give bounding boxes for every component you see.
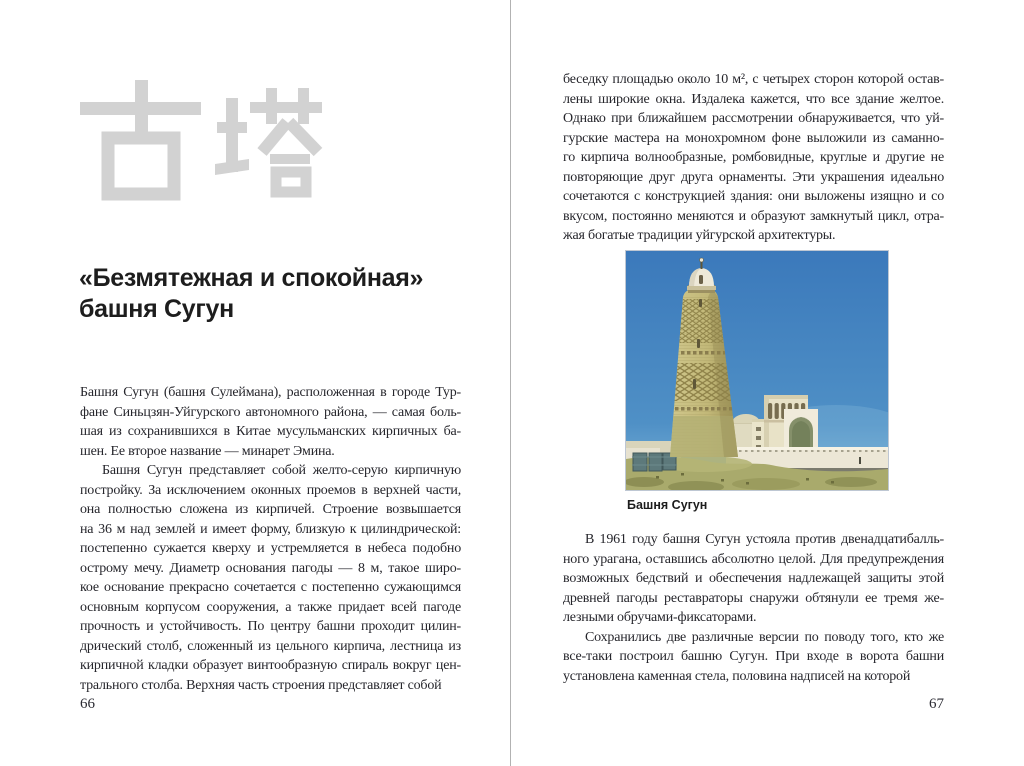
body-text-line: древней пагоды реставраторы снаружи обтянули ее тремя же-: [563, 590, 944, 606]
body-text-line: кирпичной кладки образует винтообразную спираль вокруг цен-: [80, 658, 461, 673]
chapter-title-line1: «Безмятежная и спокойная»: [79, 264, 424, 292]
body-text-line: все-таки построил башню Сугун. При входе в ворота башни: [563, 649, 944, 664]
watermark-chinese-characters: [76, 76, 324, 202]
body-text-line: вкусом, постоянно меняются и образуют замкнутый цикл, отра-: [563, 208, 944, 224]
glyph-ta: [215, 88, 322, 192]
chapter-title-line2: башня Сугун: [79, 295, 234, 323]
body-text-line: острому мечу. Диаметр основания пагоды — 8 м, такое широ-: [80, 560, 461, 576]
body-text-line: Башня Сугун (башня Сулеймана), расположенная в городе Тур-: [80, 385, 461, 400]
left-page-body-text: [80, 383, 461, 695]
body-text-line: постройку. За исключением оконных проемов в верхней части,: [80, 482, 461, 498]
left-page-number: 66: [80, 696, 95, 712]
sugun-tower-photo: [625, 250, 889, 491]
body-text-line: прочность и устойчивость. По центру башни проходит цилин-: [80, 619, 461, 634]
body-text-line: шая из сохранившихся в Китае мусульманских кирпичных ба-: [80, 424, 461, 439]
body-text-line: возможных бедствий и обеспечения надлежащей защиты этой: [563, 571, 944, 586]
body-text-line: Сохранились две различные версии по поводу того, кто же: [585, 629, 944, 645]
body-text-line: жая богатые традиции уйгурской архитектуры.: [563, 228, 836, 243]
body-text-line: ного урагана, оставшись абсолютно целой. Для предупреждения: [563, 551, 944, 567]
photo-caption: Башня Сугун: [627, 498, 708, 512]
body-text-line: В 1961 году башня Сугун устояла против двенадцатибалль-: [585, 532, 944, 547]
body-text-line: фане Синьцзян-Уйгурского автономного района, — самая боль-: [80, 404, 461, 420]
body-text-line: кое основание прекрасно сочетается с постепенно сужающимся: [80, 580, 461, 595]
body-text-line: основным корпусом сооружения, а также придает всей пагоде: [80, 599, 461, 615]
right-page-number: 67: [929, 696, 944, 712]
body-text-line: трального столба. Верхняя часть строения представляет собой: [80, 677, 442, 693]
body-text-line: она полностью сложена из кирпичей. Строение возвышается: [80, 502, 461, 517]
body-text-line: сочетаются с конструкцией здания: они выложены изящно и со: [563, 189, 944, 204]
body-text-line: шен. Ее второе название — минарет Эмина.: [80, 443, 335, 459]
body-text-line: повторяющие друг друга орнаменты. Эти украшения идеально: [563, 169, 944, 185]
chapter-title: [79, 263, 479, 325]
right-page-body-text-bottom: [563, 530, 944, 686]
sugun-tower-photo-illustration: [626, 251, 888, 490]
body-text-line: установлена каменная стела, половина надписей на которой: [563, 668, 911, 684]
body-text-line: го кирпича волнообразные, ромбовидные, круглые и другие не: [563, 150, 944, 165]
body-text-line: постепенно сужается кверху и устремляется в небеса подобно: [80, 541, 461, 556]
body-text-line: беседку площадью около 10 м², с четырех сторон которой остав-: [563, 72, 944, 87]
body-text-line: гурские мастера на монохромном фоне выложили из саманно-: [563, 130, 944, 146]
page-gutter-divider: [510, 0, 511, 766]
glyph-gu: [80, 80, 201, 194]
body-text-line: дрический столб, сложенный из цельного кирпича, лестница из: [80, 638, 461, 654]
body-text-line: Башня Сугун представляет собой желто-серую кирпичную: [102, 463, 461, 478]
body-text-line: лезными обручами-фиксаторами.: [563, 610, 757, 625]
body-text-line: на 36 м над землей и имеет форму, близкую к цилиндрической:: [80, 521, 461, 537]
body-text-line: лены широкие окна. Издалека кажется, что все здание желтое.: [563, 91, 944, 107]
body-text-line: Однако при ближайшем рассмотрении обнаруживается, что уй-: [563, 111, 944, 126]
right-page-body-text-top: [563, 70, 944, 246]
